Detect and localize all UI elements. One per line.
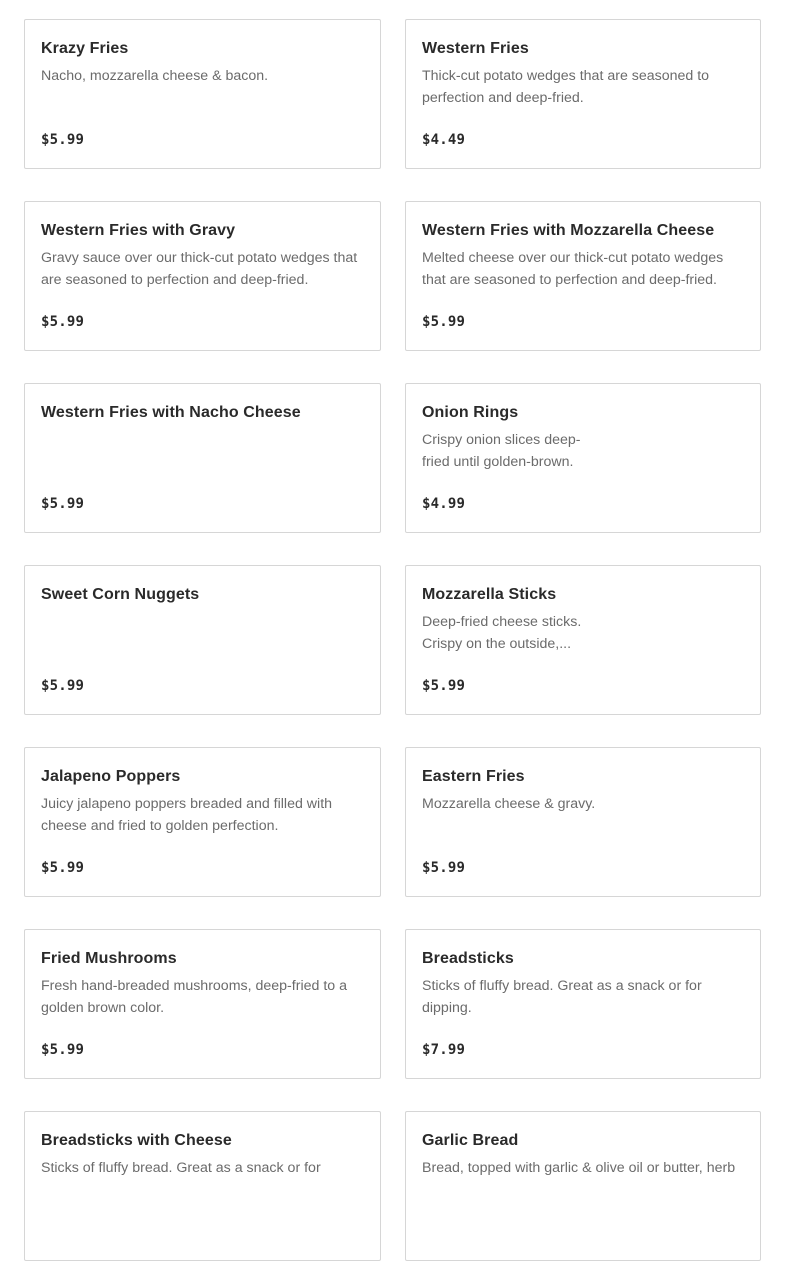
menu-item-description: Juicy jalapeno poppers breaded and filled with cheese and fried to golden perfection. [41, 796, 333, 834]
menu-item-card[interactable] [405, 747, 761, 897]
menu-item-price: $5.99 [422, 678, 466, 694]
menu-item-description: Sticks of fluffy bread. Great as a snack or for [41, 1160, 321, 1176]
menu-item-price: $4.49 [422, 132, 466, 148]
menu-item-name: Western Fries with Gravy [41, 222, 236, 239]
menu-item-description: Sticks of fluffy bread. Great as a snack or for dipping. [422, 978, 702, 1016]
menu-item-card[interactable] [24, 929, 381, 1079]
menu-item-name: Breadsticks [422, 950, 514, 967]
menu-item-description: Thick-cut potato wedges that are seasoned to perfection and deep-fried. [422, 68, 710, 106]
menu-item-price: $5.99 [41, 496, 85, 512]
menu-item-description: Mozzarella cheese & gravy. [422, 796, 596, 812]
menu-item-name: Onion Rings [422, 404, 519, 421]
menu-item-description: Deep-fried cheese sticks. Crispy on the outside,... [422, 614, 582, 652]
menu-item-description: Nacho, mozzarella cheese & bacon. [41, 68, 269, 84]
menu-item-name: Sweet Corn Nuggets [41, 586, 200, 603]
menu-item-name: Jalapeno Poppers [41, 768, 181, 785]
menu-item-name: Mozzarella Sticks [422, 586, 557, 603]
menu-item-description: Crispy onion slices deep-fried until golden-brown. [422, 432, 581, 470]
menu-item-price: $4.99 [422, 496, 466, 512]
menu-item-card[interactable] [24, 201, 381, 351]
menu-item-grid [24, 19, 761, 1261]
menu-item-price: $5.99 [41, 1042, 85, 1058]
menu-item-name: Krazy Fries [41, 40, 129, 57]
menu-item-price: $7.99 [422, 1042, 466, 1058]
menu-item-card[interactable] [405, 383, 761, 533]
menu-item-name: Fried Mushrooms [41, 950, 177, 967]
menu-item-card[interactable] [405, 201, 761, 351]
menu-item-price: $5.99 [41, 314, 85, 330]
menu-item-card[interactable] [405, 565, 761, 715]
menu-item-price: $5.99 [41, 860, 85, 876]
menu-item-name: Western Fries [422, 40, 529, 57]
menu-item-name: Western Fries with Nacho Cheese [41, 404, 301, 421]
menu-item-price: $5.99 [41, 678, 85, 694]
menu-item-card[interactable] [24, 747, 381, 897]
menu-item-card[interactable] [24, 565, 381, 715]
menu-item-card[interactable] [405, 19, 761, 169]
menu-item-name: Western Fries with Mozzarella Cheese [422, 222, 715, 239]
menu-item-price: $5.99 [422, 860, 466, 876]
menu-item-description: Bread, topped with garlic & olive oil or butter, herb [422, 1160, 736, 1176]
menu-item-description: Melted cheese over our thick-cut potato wedges that are seasoned to perfection and deep-fried. [422, 250, 724, 288]
menu-item-card[interactable] [24, 19, 381, 169]
menu-item-name: Garlic Bread [422, 1132, 519, 1149]
menu-item-price: $5.99 [41, 132, 85, 148]
menu-item-price: $5.99 [422, 314, 466, 330]
menu-item-description: Gravy sauce over our thick-cut potato wedges that are seasoned to perfection and deep-fried. [41, 250, 358, 288]
menu-item-card[interactable] [405, 1111, 761, 1261]
menu-item-name: Eastern Fries [422, 768, 525, 785]
menu-item-description: Fresh hand-breaded mushrooms, deep-fried to a golden brown color. [41, 978, 347, 1016]
menu-item-card[interactable] [24, 1111, 381, 1261]
menu-item-name: Breadsticks with Cheese [41, 1132, 232, 1149]
menu-item-card[interactable] [405, 929, 761, 1079]
menu-item-card[interactable] [24, 383, 381, 533]
